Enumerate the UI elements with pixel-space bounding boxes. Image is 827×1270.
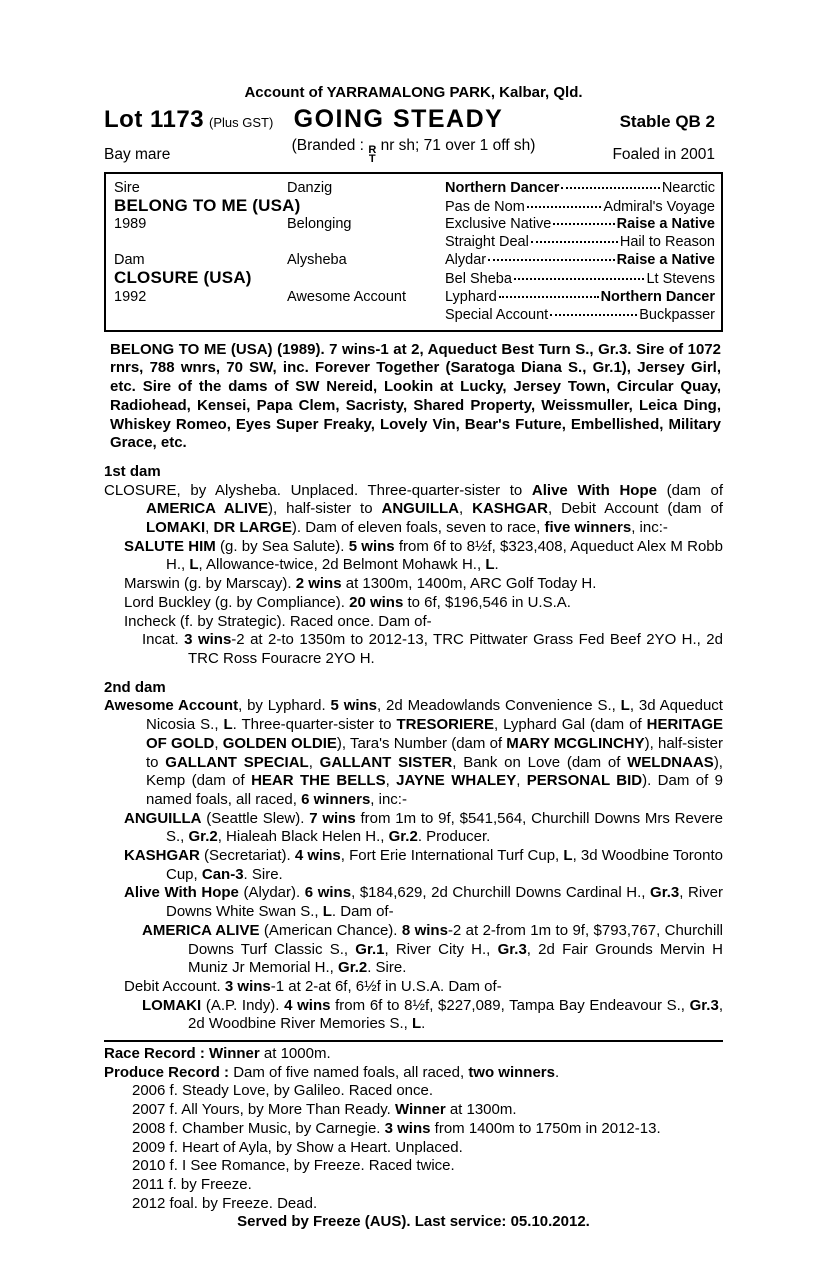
divider-rule (104, 1040, 723, 1042)
text: , (308, 753, 320, 771)
pedigree-generation2-name: Alysheba (287, 252, 347, 269)
text: , 2d Fair Grounds Mervin H Muniz Jr Memorial H., (188, 940, 723, 977)
brand-suffix: nr sh; 71 over 1 off sh) (380, 137, 536, 154)
text: at 1000m. (259, 1045, 331, 1063)
text: Incat. (142, 631, 185, 649)
emphasized-text: GALLANT SISTER (319, 753, 453, 771)
pedigree-row (114, 269, 715, 287)
text: to 6f, $196,546 in U.S.A. (403, 593, 571, 611)
pedigree-generation3-pair (445, 215, 715, 233)
pedigree-row (114, 306, 715, 324)
text: , Fort Erie International Turf Cup, (340, 847, 564, 865)
pedigree-greatgrandparent-name: Admiral's Voyage (603, 199, 715, 216)
emphasized-text: Race Record : Winner (104, 1045, 260, 1063)
emphasized-text: WELDNAAS (627, 753, 714, 771)
text: (Seattle Slew). (201, 809, 310, 827)
pedigree-table (104, 172, 723, 332)
emphasized-text: Winner (394, 1101, 446, 1119)
brand-mark (368, 146, 376, 164)
foal-kashgar (104, 847, 723, 884)
text: . Three-quarter-sister to (232, 716, 397, 734)
text: , 2d Woodbine River Memories S., (188, 996, 723, 1033)
emphasized-text: 3 wins (224, 977, 271, 995)
pedigree-text (104, 341, 723, 1232)
pedigree-generation1-name: Dam (114, 252, 145, 269)
page-content (104, 84, 723, 1232)
foal-lord-buckley (104, 594, 723, 613)
text: , (459, 500, 473, 518)
emphasized-text: LOMAKI (142, 996, 202, 1014)
pedigree-row (114, 179, 715, 197)
text: at 1300m, 1400m, ARC Golf Today H. (341, 575, 597, 593)
pedigree-generation1-name: 1992 (114, 288, 147, 305)
pedigree-generation2-name: Awesome Account (287, 288, 407, 305)
text: . Dam of- (331, 903, 394, 921)
dam-awesome-account-para (104, 697, 723, 809)
foal-salute-him (104, 538, 723, 575)
emphasized-text: 5 wins (330, 697, 378, 715)
pedigree-greatgrandparent-name: Raise a Native (616, 252, 715, 269)
emphasized-text: 6 wins (304, 884, 352, 902)
second-dam-heading (104, 679, 723, 698)
pedigree-generation1-name: 1989 (114, 216, 147, 233)
service-line (104, 1213, 723, 1232)
text: -1 at 2-at 6f, 6½f in U.S.A. Dam of- (270, 977, 502, 995)
emphasized-text: L (322, 903, 332, 921)
pedigree-generation1-name: CLOSURE (USA) (114, 268, 252, 288)
account-line: Account of YARRAMALONG PARK, Kalbar, Qld. (244, 84, 583, 101)
pedigree-grandparent-name: Special Account (445, 306, 549, 323)
emphasized-text: 7 wins (309, 809, 356, 827)
emphasized-text: 3 wins (384, 1119, 431, 1137)
pedigree-generation2-name: Belonging (287, 216, 352, 233)
brand-description (292, 136, 536, 164)
stable-label: Stable QB 2 (619, 112, 715, 131)
dam-closure-para (104, 482, 723, 538)
pedigree-generation3-pair (445, 198, 715, 216)
emphasized-text: Gr.2 (388, 828, 418, 846)
emphasized-text: AMERICA ALIVE (146, 500, 268, 518)
brand-prefix: (Branded : (291, 137, 364, 154)
emphasized-text: Awesome Account (104, 697, 239, 715)
race-record (104, 1045, 723, 1064)
text: , (214, 734, 223, 752)
text: (dam of (656, 481, 723, 499)
text: 2006 f. Steady Love, by Galileo. Raced once. (132, 1082, 434, 1100)
emphasized-text: LOMAKI (146, 519, 206, 537)
text: from 6f to 8½f, $323,408, Aqueduct Alex M Robb H., (166, 537, 723, 574)
text: , Hialeah Black Helen H., (217, 828, 389, 846)
brand-top-letter: R (368, 144, 377, 156)
text: -2 at 2-from 1m to 9f, $793,767, Churchill Downs Turf Classic S., (188, 921, 723, 958)
emphasized-text: Alive With Hope (531, 481, 657, 499)
emphasized-text: ANGUILLA (124, 809, 202, 827)
text: , by Lyphard. (238, 697, 331, 715)
pedigree-generation3-pair (445, 288, 715, 306)
text: , Bank on Love (dam of (452, 753, 628, 771)
emphasized-text: HERITAGE OF GOLD (146, 716, 724, 752)
emphasized-text: GOLDEN OLDIE (222, 734, 337, 752)
text: ). Dam of 9 named foals, all raced, (146, 772, 723, 808)
text: 2009 f. Heart of Ayla, by Show a Heart. Unplaced. (132, 1138, 463, 1156)
text: , Debit Account (dam of (547, 500, 723, 518)
pedigree-row (114, 251, 715, 269)
produce-2008 (104, 1120, 723, 1139)
foal-alive-with-hope (104, 884, 723, 921)
produce-2012 (104, 1195, 723, 1214)
emphasized-text: KASHGAR (472, 500, 548, 518)
pedigree-grandparent-name: Lyphard (445, 288, 497, 305)
pedigree-greatgrandparent-name: Nearctic (661, 180, 715, 196)
emphasized-text: BELONG TO ME (USA) (1989). 7 wins-1 at 2, Aqueduct Best Turn S., Gr.3. Sire of 1072 rnrs, 788 wnrs, 70 SW, inc. Forever Together (Saratoga Diana S., Gr.1), Jersey Girl, etc. Sire of the dams of SW Nereid, Lookin at Lucky, Jersey Town, Circular Quay, Radiohead, Kensei, Papa Clem, Sacristy, Shared Property, Weissmuller, Leica Ding, Whiskey Romeo, Eyes Super Freaky, Lovely Vin, Bear's Future, Embellished, Military Grace, etc. (110, 340, 721, 452)
text: 2007 f. All Yours, by More Than Ready. (132, 1101, 395, 1119)
emphasized-text: 4 wins (284, 996, 331, 1014)
emphasized-text: Gr.3 (689, 996, 719, 1014)
text: . (555, 1063, 560, 1081)
text: Debit Account. (124, 977, 225, 995)
foal-debit-account (104, 978, 723, 997)
text: ), Kemp (dam of (146, 753, 723, 790)
text: , (516, 772, 527, 790)
produce-2006 (104, 1082, 723, 1101)
text: from 6f to 8½f, $227,089, Tampa Bay Endeavour S., (330, 996, 690, 1014)
pedigree-row (114, 288, 715, 306)
emphasized-text: Produce Record : (104, 1063, 234, 1081)
emphasized-text: five winners (544, 519, 632, 537)
text: , 3d Aqueduct Nicosia S., (146, 697, 723, 734)
text: , River City H., (384, 940, 498, 958)
emphasized-text: Can-3 (201, 865, 244, 883)
emphasized-text: 6 winners (301, 790, 371, 808)
brand-bottom-letter: T (368, 153, 376, 165)
pedigree-row (114, 197, 715, 215)
text: 2008 f. Chamber Music, by Carnegie. (132, 1119, 385, 1137)
emphasized-text: SALUTE HIM (124, 537, 216, 555)
text: . (494, 556, 499, 574)
sire-summary (104, 341, 723, 453)
pedigree-generation3-pair (445, 179, 715, 197)
foal-lomaki (104, 997, 723, 1034)
emphasized-text: 2 wins (295, 575, 342, 593)
foal-marswin (104, 575, 723, 594)
pedigree-greatgrandparent-name: Buckpasser (639, 306, 715, 323)
text: Lord Buckley (g. by Compliance). (124, 593, 350, 611)
text: 2012 foal. by Freeze. Dead. (132, 1194, 318, 1212)
emphasized-text: HEAR THE BELLS (251, 772, 386, 790)
text: 2011 f. by Freeze. (132, 1175, 252, 1193)
text: (Secretariat). (199, 847, 295, 865)
pedigree-grandparent-name: Pas de Nom (445, 199, 525, 216)
pedigree-greatgrandparent-name: Raise a Native (616, 216, 715, 233)
produce-2007 (104, 1101, 723, 1120)
pedigree-generation3-pair (445, 306, 715, 324)
text: . Producer. (417, 828, 491, 846)
emphasized-text: TRESORIERE (396, 716, 494, 734)
text: , (385, 772, 397, 790)
emphasized-text: Served by Freeze (AUS). Last service: 05.10.2012. (237, 1213, 590, 1231)
text: 2010 f. I See Romance, by Freeze. Raced twice. (132, 1157, 455, 1175)
produce-2010 (104, 1157, 723, 1176)
pedigree-generation1-name: BELONG TO ME (USA) (114, 196, 301, 216)
emphasized-text: GALLANT SPECIAL (165, 753, 309, 771)
horse-name: GOING STEADY (293, 105, 504, 133)
text: from 1m to 9f, $541,564, Churchill Downs Mrs Revere S., (166, 809, 724, 846)
text: , inc:- (370, 790, 407, 808)
text: , Lyphard Gal (dam of (493, 716, 647, 734)
emphasized-text: Alive With Hope (124, 884, 239, 902)
emphasized-text: Gr.2 (338, 959, 368, 977)
pedigree-generation3-pair (445, 251, 715, 269)
text: (A.P. Indy). (201, 996, 285, 1014)
pedigree-greatgrandparent-name: Northern Dancer (600, 288, 715, 305)
text: (g. by Sea Salute). (215, 537, 349, 555)
emphasized-text: two winners (468, 1063, 555, 1081)
text: , $184,629, 2d Churchill Downs Cardinal H., (351, 884, 651, 902)
text: ), Tara's Number (dam of (336, 734, 507, 752)
emphasized-text: Gr.1 (355, 940, 385, 958)
foal-anguilla (104, 810, 723, 847)
text: at 1300m. (445, 1101, 517, 1119)
emphasized-text: L (620, 697, 630, 715)
pedigree-grandparent-name: Straight Deal (445, 234, 529, 251)
text: ). Dam of eleven foals, seven to race, (291, 519, 545, 537)
emphasized-text: L (189, 556, 199, 574)
emphasized-text: L (411, 1015, 422, 1033)
pedigree-generation3-pair (445, 270, 715, 288)
emphasized-text: 2nd dam (104, 678, 166, 696)
text: . Sire. (243, 865, 283, 883)
foal-america-alive (104, 922, 723, 978)
foal-incheck (104, 613, 723, 632)
emphasized-text: 8 wins (401, 921, 448, 939)
text: CLOSURE, by Alysheba. Unplaced. Three-quarter-sister to (104, 481, 532, 499)
emphasized-text: 1st dam (104, 462, 161, 480)
text: Dam of five named foals, all raced, (233, 1063, 469, 1081)
pedigree-grandparent-name: Alydar (445, 252, 487, 269)
text: , River Downs White Swan S., (166, 884, 723, 921)
color-sex: Bay mare (104, 146, 171, 163)
text: Incheck (f. by Strategic). Raced once. Dam of- (124, 612, 432, 630)
emphasized-text: KASHGAR (124, 847, 200, 865)
description-line (104, 136, 723, 164)
emphasized-text: ANGUILLA (381, 500, 460, 518)
emphasized-text: Gr.3 (650, 884, 680, 902)
text: (Alydar). (238, 884, 305, 902)
emphasized-text: L (223, 716, 233, 734)
pedigree-generation2-name: Danzig (287, 180, 333, 196)
text: ), half-sister to (268, 500, 382, 518)
pedigree-generation1-name: Sire (114, 180, 140, 196)
emphasized-text: 4 wins (294, 847, 341, 865)
emphasized-text: 20 wins (349, 593, 404, 611)
pedigree-grandparent-name: Exclusive Native (445, 216, 552, 233)
lot-line (104, 105, 723, 134)
pedigree-grandparent-name: Bel Sheba (445, 271, 512, 288)
first-dam-heading (104, 463, 723, 482)
pedigree-generation3-pair (445, 233, 715, 251)
pedigree-grandparent-name: Northern Dancer (445, 180, 560, 196)
emphasized-text: L (485, 556, 495, 574)
emphasized-text: 5 wins (348, 537, 395, 555)
produce-record (104, 1064, 723, 1083)
text: -2 at 2-to 1350m to 2012-13, TRC Pittwater Grass Fed Beef 2YO H., 2d TRC Ross Fouracre 2YO H. (188, 631, 723, 667)
emphasized-text: AMERICA ALIVE (142, 921, 260, 939)
text: . (421, 1015, 426, 1033)
text: , inc:- (631, 519, 668, 537)
emphasized-text: L (563, 847, 573, 865)
text: , 3d Woodbine Toronto Cup, (166, 847, 723, 883)
emphasized-text: JAYNE WHALEY (396, 772, 517, 790)
emphasized-text: Gr.2 (188, 828, 218, 846)
foal-incat (104, 631, 723, 668)
pedigree-greatgrandparent-name: Lt Stevens (646, 271, 715, 288)
pedigree-row (114, 233, 715, 251)
text: (American Chance). (259, 921, 402, 939)
emphasized-text: Gr.3 (497, 940, 527, 958)
text: Marswin (g. by Marscay). (124, 575, 296, 593)
text: from 1400m to 1750m in 2012-13. (430, 1119, 661, 1137)
foaled-year: Foaled in 2001 (612, 146, 715, 163)
produce-2011 (104, 1176, 723, 1195)
plus-gst-label: (Plus GST) (209, 115, 274, 130)
pedigree-row (114, 215, 715, 233)
text: , Allowance-twice, 2d Belmont Mohawk H., (198, 556, 486, 574)
text: . Sire. (367, 959, 407, 977)
emphasized-text: 3 wins (184, 631, 232, 649)
lot-left (104, 106, 294, 134)
produce-2009 (104, 1139, 723, 1158)
text: , (205, 519, 214, 537)
lot-number: Lot 1173 (104, 106, 205, 133)
emphasized-text: MARY MCGLINCHY (506, 734, 645, 752)
emphasized-text: DR LARGE (213, 519, 292, 537)
text: ), half-sister to (146, 734, 724, 771)
text: , 2d Meadowlands Convenience S., (377, 697, 621, 715)
emphasized-text: PERSONAL BID (526, 772, 643, 790)
pedigree-greatgrandparent-name: Hail to Reason (619, 234, 715, 251)
